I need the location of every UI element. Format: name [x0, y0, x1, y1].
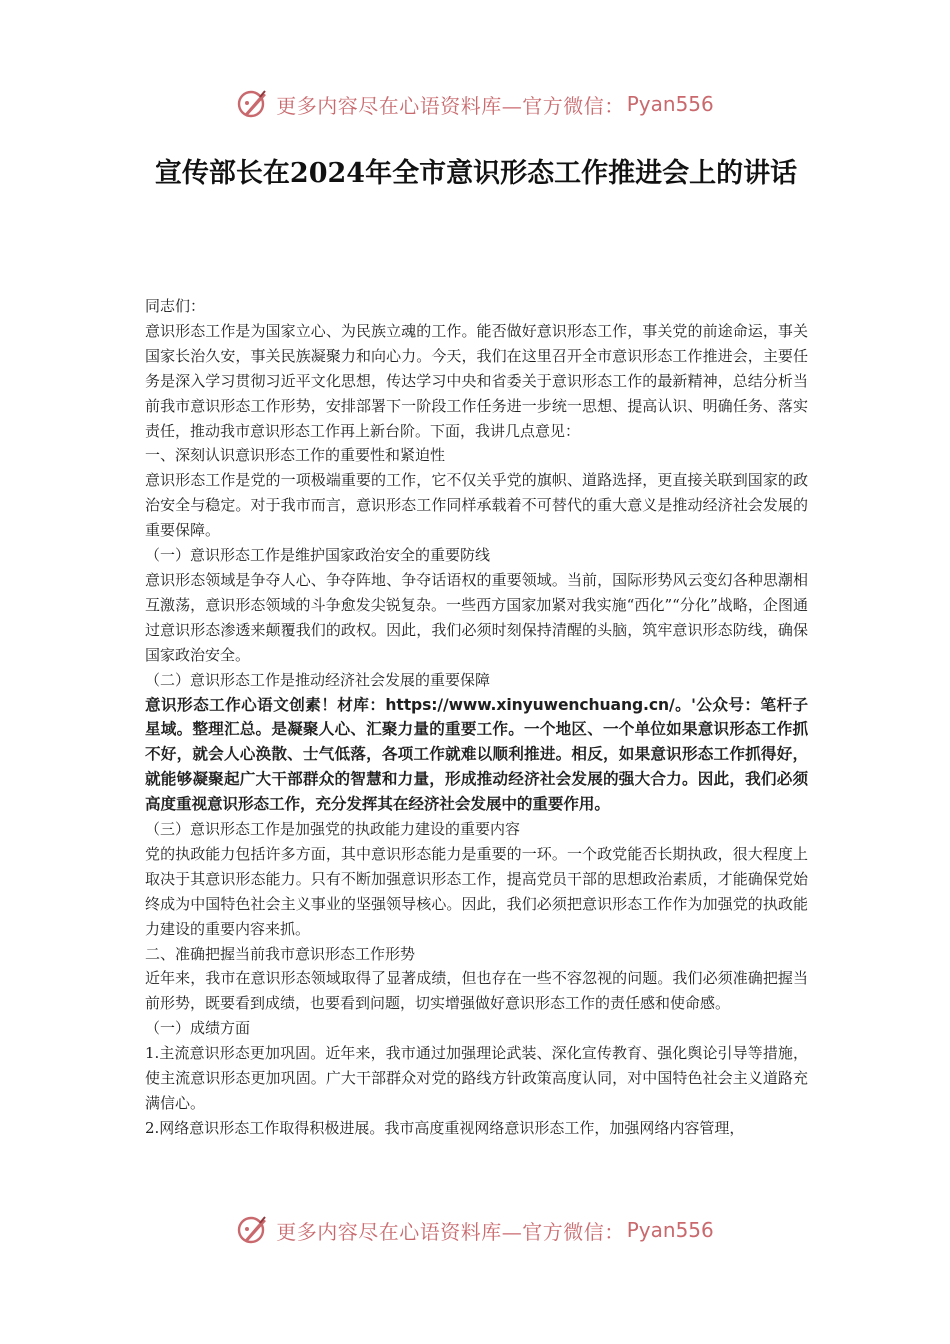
subsection-heading: （一）成绩方面 — [145, 1019, 251, 1038]
body-paragraph: 党的执政能力包括许多方面，其中意识形态能力是重要的一环。一个政党能否长期执政，很大程度上取决于其意识形态能力。只有不断加强意识形态工作，提高党员干部的思想政治素质，才能确保党始终成为中国特色社会主义事业的坚强领导核心。因此，我们必须把意识形态工作作为加强党的执政能力建设的重要内容来抓。 — [145, 844, 808, 938]
section-heading: 二、准确把握当前我市意识形态工作形势 — [145, 944, 416, 963]
quill-pen-logo-icon — [236, 87, 270, 121]
body-paragraph: 意识形态工作是为国家立心、为民族立魂的工作。能否做好意识形态工作，事关党的前途命运，事关国家长治久安，事关民族凝聚力和向心力。今天，我们在这里召开全市意识形态工作推进会，主要任务是深入学习贯彻习近平文化思想，传达学习中央和省委关于意识形态工作的最新精神，总结分析当前我市意识形态工作形势，安排部署下一阶段工作任务进一步统一思想、提高认识、明确任务、落实责任，推动我市意识形态工作再上新台阶。下面，我讲几点意见： — [145, 321, 808, 440]
promo-paragraph: 意识形态工作心语文创素！材库：https://www.xinyuwenchuang.cn/。'公众号：笔杆子星域。整理汇总。是凝聚人心、汇聚力量的重要工作。一个地区、一个单位如果意识形态工作抓不好，就会人心涣散、士气低落，各项工作就难以顺利推进。相反，如果意识形态工作抓得好，就能够凝聚起广大干部群众的智慧和力量，形成推动经济社会发展的强大合力。因此，我们必须高度重视意识形态工作，充分发挥其在经济社会发展中的重要作用。 — [145, 695, 808, 814]
subsection-heading: （三）意识形态工作是加强党的执政能力建设的重要内容 — [145, 820, 521, 839]
quill-pen-logo-icon — [236, 1213, 270, 1247]
list-item: 2.网络意识形态工作取得积极进展。我市高度重视网络意识形态工作，加强网络内容管理， — [145, 1118, 745, 1137]
banner-slogan: 更多内容尽在心语资料库—官方微信： — [276, 1219, 625, 1244]
body-paragraph: 意识形态领域是争夺人心、争夺阵地、争夺话语权的重要领域。当前，国际形势风云变幻各种思潮相互激荡，意识形态领域的斗争愈发尖锐复杂。一些西方国家加紧对我实施“西化”“分化”战略，企图通过意识形态渗透来颠覆我们的政权。因此，我们必须时刻保持清醒的头脑，筑牢意识形态防线，确保国家政治安全。 — [145, 570, 808, 664]
banner-wechat-id: Pyan556 — [626, 1218, 714, 1242]
document-body — [145, 294, 808, 1141]
document-title: 宣传部长在2024年全市意识形态工作推进会上的讲话 — [154, 158, 798, 189]
subsection-heading: （二）意识形态工作是推动经济社会发展的重要保障 — [145, 670, 491, 689]
salutation: 同志们： — [145, 297, 206, 315]
section-heading: 一、深刻认识意识形态工作的重要性和紧迫性 — [145, 446, 446, 465]
body-paragraph: 意识形态工作是党的一项极端重要的工作，它不仅关乎党的旗帜、道路选择，更直接关联到国家的政治安全与稳定。对于我市而言，意识形态工作同样承载着不可替代的重大意义是推动经济社会发展的重要保障。 — [145, 471, 808, 540]
footer-banner — [0, 1210, 950, 1250]
banner-wechat-id: Pyan556 — [626, 92, 714, 116]
banner-slogan: 更多内容尽在心语资料库—官方微信： — [276, 93, 625, 118]
body-paragraph: 近年来，我市在意识形态领域取得了显著成绩，但也存在一些不容忽视的问题。我们必须准确把握当前形势，既要看到成绩，也要看到问题，切实增强做好意识形态工作的责任感和使命感。 — [145, 969, 808, 1013]
subsection-heading: （一）意识形态工作是维护国家政治安全的重要防线 — [145, 546, 491, 565]
header-banner — [0, 84, 950, 124]
list-item: 1.主流意识形态更加巩固。近年来，我市通过加强理论武装、深化宣传教育、强化舆论引导等措施，使主流意识形态更加巩固。广大干部群众对党的路线方针政策高度认同，对中国特色社会主义道路充满信心。 — [145, 1044, 808, 1112]
